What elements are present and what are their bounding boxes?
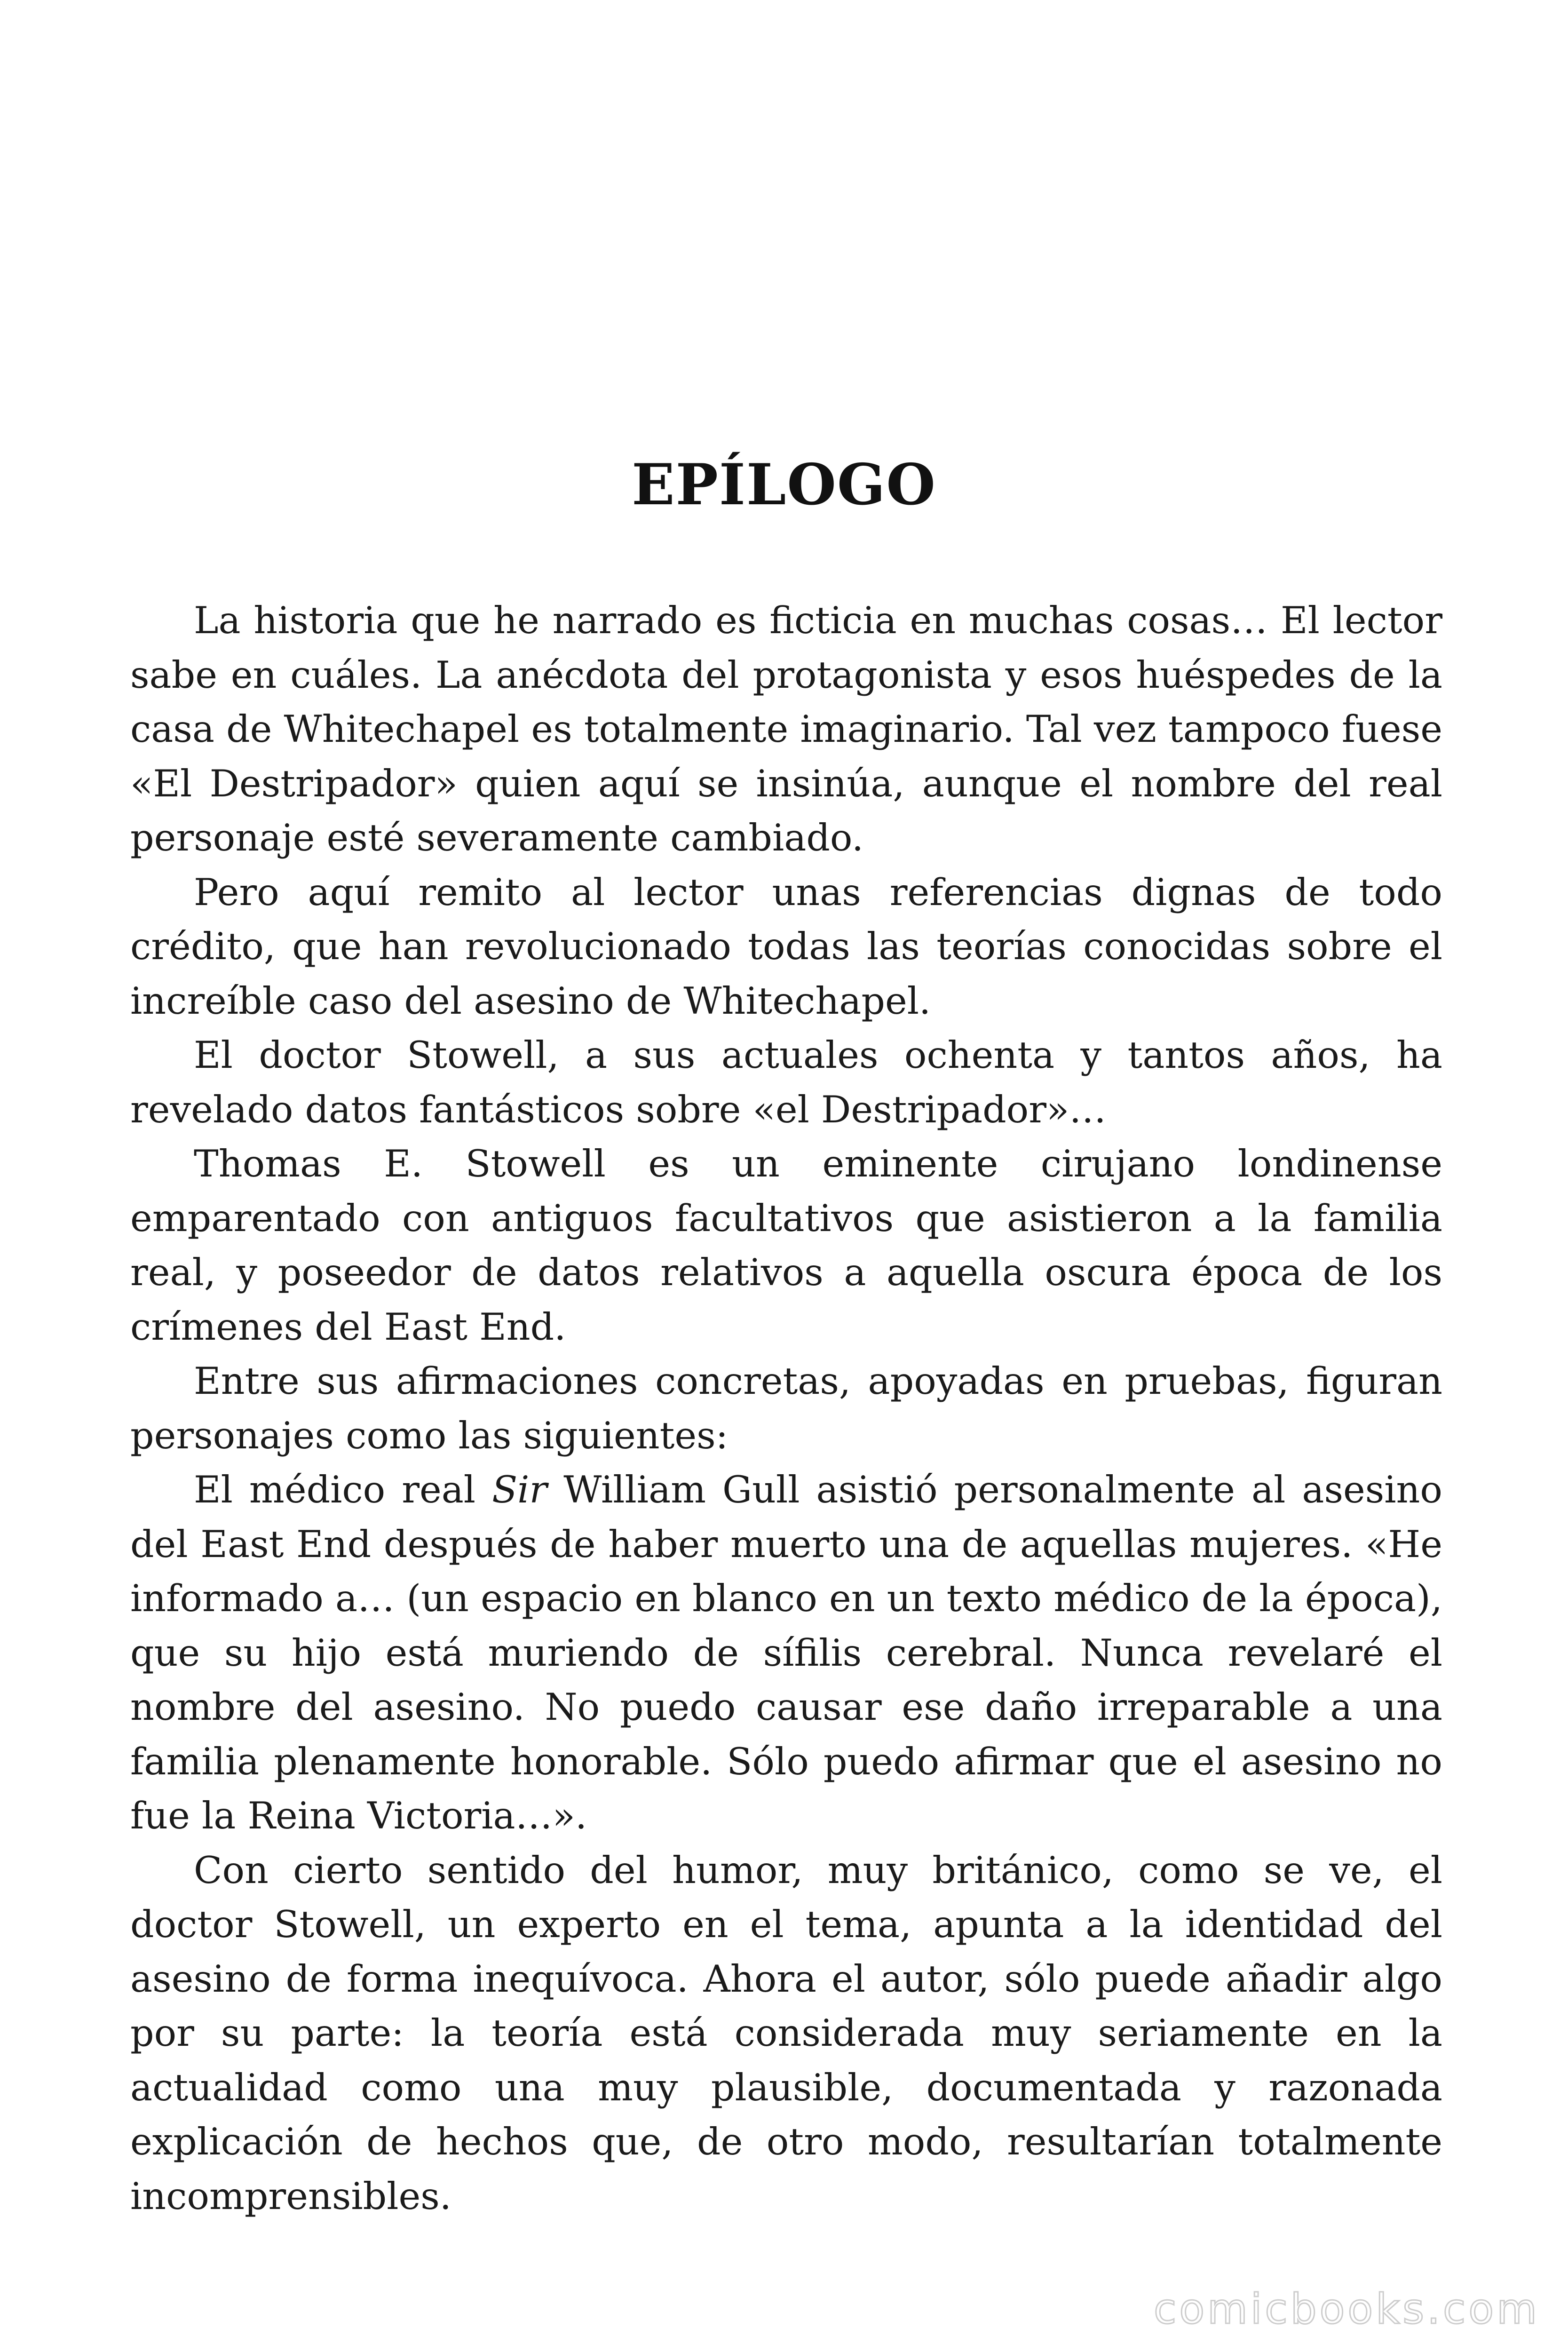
paragraph bbox=[130, 866, 1442, 1029]
paragraph-text: El médico real bbox=[194, 1468, 492, 1511]
chapter-body bbox=[130, 594, 1442, 2224]
italic-title-sir: Sir bbox=[492, 1468, 547, 1511]
paragraph-text: El doctor Stowell, a sus actuales ochenta y tantos años, ha revelado datos fantásticos sobre «el Destripador»… bbox=[130, 1033, 1442, 1131]
watermark: comicbooks.com bbox=[1153, 2285, 1540, 2333]
paragraph-text: William Gull asistió personalmente al asesino del East End después de haber muerto una de aquellas mujeres. «He informado a… (un espacio en blanco en un texto médico de la época), que su hijo está muriendo de sífilis cerebral. Nunca revelaré el nombre del asesino. No puedo causar ese daño irreparable a una familia plenamente honorable. Sólo puedo afirmar que el asesino no fue la Reina Victoria…». bbox=[130, 1468, 1442, 1837]
paragraph bbox=[130, 1463, 1442, 1843]
paragraph-text: Entre sus afirmaciones concretas, apoyadas en pruebas, figuran personajes como las siguientes: bbox=[130, 1359, 1442, 1457]
paragraph bbox=[130, 1028, 1442, 1137]
paragraph-text: Pero aquí remito al lector unas referencias dignas de todo crédito, que han revolucionado todas las teorías conocidas sobre el increíble caso del asesino de Whitechapel. bbox=[130, 870, 1442, 1023]
paragraph-text: Con cierto sentido del humor, muy británico, como se ve, el doctor Stowell, un experto en el tema, apunta a la identidad del asesino de forma inequívoca. Ahora el autor, sólo puede añadir algo por su parte: la teoría está considerada muy seriamente en la actualidad como una muy plausible, documentada y razonada explicación de hechos que, de otro modo, resultarían totalmente incomprensibles. bbox=[130, 1848, 1442, 2218]
chapter-title: EPÍLOGO bbox=[632, 452, 936, 518]
paragraph-text: Thomas E. Stowell es un eminente cirujano londinense emparentado con antiguos facultativos que asistieron a la familia real, y poseedor de datos relativos a aquella oscura época de los crímenes del East End. bbox=[130, 1142, 1442, 1349]
paragraph bbox=[130, 594, 1442, 866]
paragraph-text: La historia que he narrado es ficticia en muchas cosas… El lector sabe en cuáles. La anécdota del protagonista y esos huéspedes de la casa de Whitechapel es totalmente imaginario. Tal vez tampoco fuese «El Destripador» quien aquí se insinúa, aunque el nombre del real personaje esté severamente cambiado. bbox=[130, 599, 1442, 859]
paragraph bbox=[130, 1137, 1442, 1354]
paragraph bbox=[130, 1354, 1442, 1463]
paragraph bbox=[130, 1843, 1442, 2224]
